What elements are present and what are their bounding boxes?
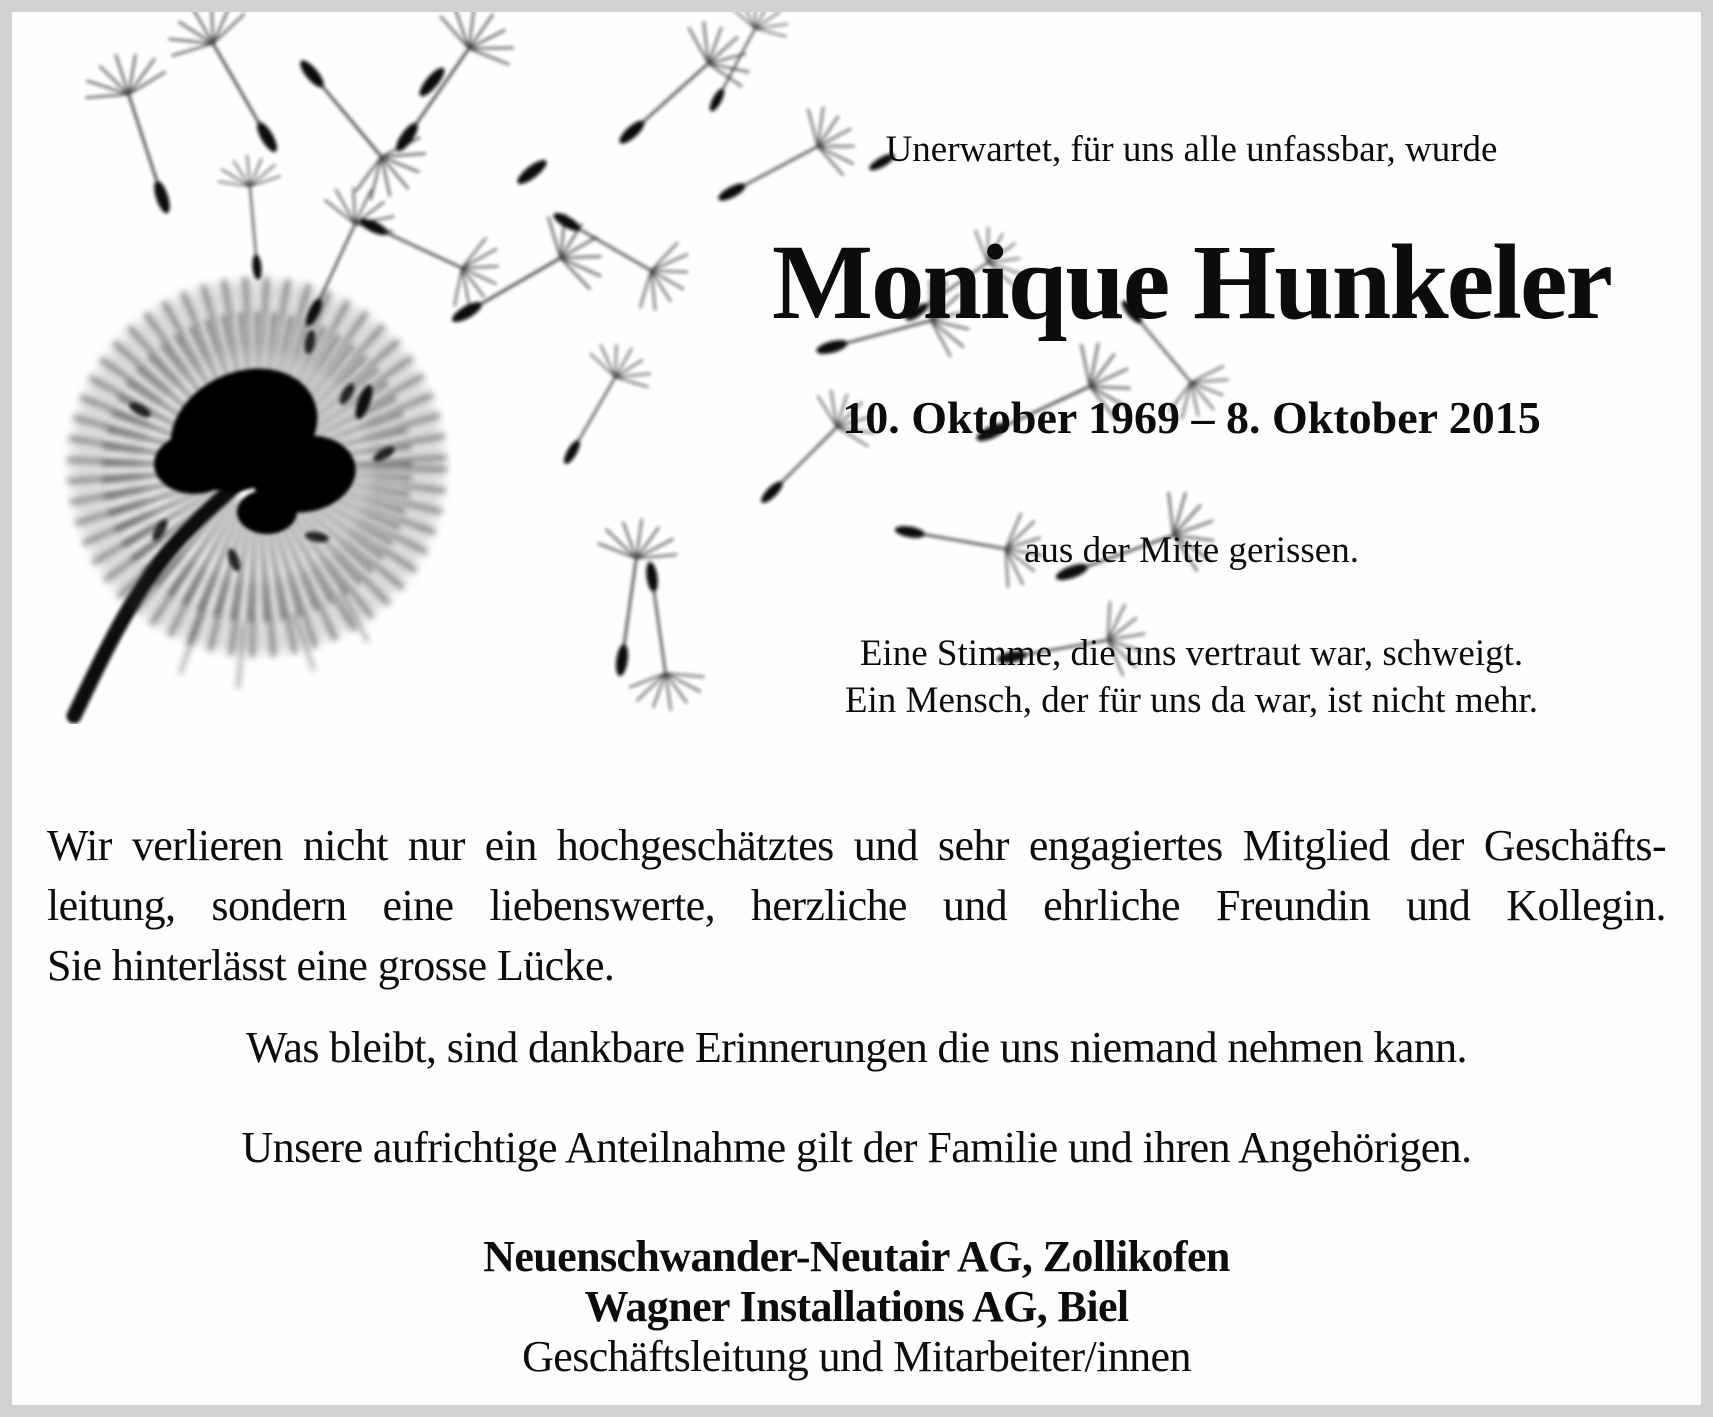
paragraph-line: Wir verlieren nicht nur ein hochgeschätztes und sehr engagiertes Mitglied der Geschäfts- bbox=[47, 821, 1666, 870]
condolence-line: Unsere aufrichtige Anteilnahme gilt der Familie und ihren Angehörigen. bbox=[241, 1123, 1472, 1172]
remembrance-line: Was bleibt, sind dankbare Erinnerungen die uns niemand nehmen kann. bbox=[246, 1023, 1467, 1072]
signatory-name: Wagner Installations AG, Biel bbox=[584, 1282, 1129, 1331]
life-dates: 10. Oktober 1969 – 8. Oktober 2015 bbox=[842, 392, 1541, 443]
paragraph-line: Sie hinterlässt eine grosse Lücke. bbox=[47, 941, 615, 990]
signature-block bbox=[47, 1232, 1666, 1382]
signatory-name: Neuenschwander-Neutair AG, Zollikofen bbox=[483, 1232, 1230, 1281]
paragraph-line: leitung, sondern eine liebenswerte, herzliche und ehrliche Freundin und Kollegin. bbox=[47, 881, 1666, 930]
verse-line: Ein Mensch, der für uns da war, ist nicht mehr. bbox=[844, 680, 1539, 721]
deceased-name: Monique Hunkeler bbox=[772, 224, 1611, 342]
body-section bbox=[12, 816, 1701, 1382]
verse-line: Eine Stimme, die uns vertraut war, schweigt. bbox=[859, 633, 1524, 674]
intro-line: Unerwartet, für uns alle unfassbar, wurde bbox=[885, 129, 1498, 170]
verse-block bbox=[682, 630, 1701, 724]
signature-role: Geschäftsleitung und Mitarbeiter/innen bbox=[522, 1332, 1191, 1381]
header-text-column bbox=[682, 12, 1701, 724]
lead-line: aus der Mitte gerissen. bbox=[1024, 530, 1359, 571]
top-section bbox=[12, 12, 1701, 721]
tribute-paragraph bbox=[47, 816, 1666, 996]
